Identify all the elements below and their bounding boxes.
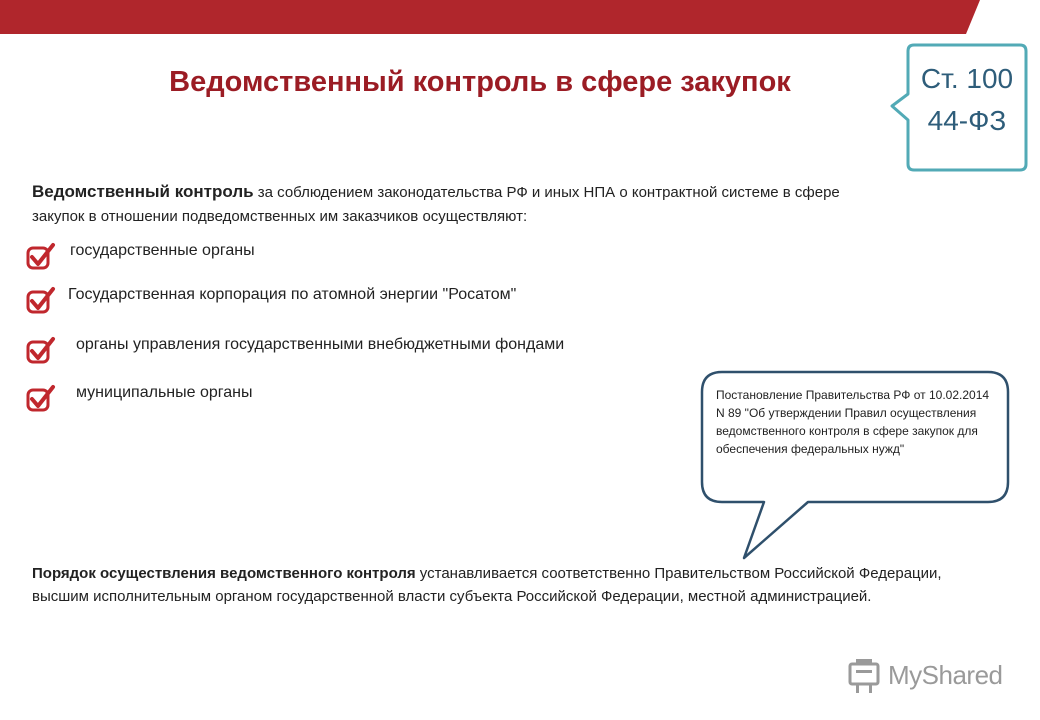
list-item-label: органы управления государственными внебюджетными фондами <box>76 336 565 353</box>
article-callout <box>906 58 1028 142</box>
procedure-rest: устанавливается соответственно Правительством Российской Федерации, высшим исполнительным органом государственной власти субъекта Российской Федерации, местной администрацией. <box>32 565 942 605</box>
checkbox-checked-icon <box>26 384 56 412</box>
top-banner <box>0 0 1040 34</box>
intro-paragraph <box>32 180 852 229</box>
regulation-note: Постановление Правительства РФ от 10.02.2014 N 89 "Об утверждении Правил осуществления ведомственного контроля в сфере закупок для обеспечения федеральных нужд" <box>716 388 990 456</box>
checkbox-checked-icon <box>26 336 56 364</box>
article-number: Ст. 100 <box>920 63 1014 94</box>
list-item-label: Государственная корпорация по атомной энергии "Росатом" <box>68 286 517 303</box>
watermark-text: MyShared <box>888 660 1003 690</box>
intro-rest: за соблюдением законодательства РФ и иных НПА о контрактной системе в сфере закупок в отношении подведомственных им заказчиков осуществляют: <box>32 184 840 225</box>
list-item <box>26 240 726 270</box>
procedure-paragraph <box>32 562 962 608</box>
procedure-lead: Порядок осуществления ведомственного контроля <box>32 565 416 582</box>
law-number: 44-ФЗ <box>927 105 1007 136</box>
slide-title: Ведомственный контроль в сфере закупок <box>169 66 791 98</box>
list-item <box>26 334 726 364</box>
checkbox-checked-icon <box>26 286 56 314</box>
list-item <box>26 382 726 412</box>
list-item <box>26 284 726 314</box>
checkbox-checked-icon <box>26 242 56 270</box>
list-item-label: муниципальные органы <box>76 384 253 401</box>
list-item-label: государственные органы <box>70 242 255 259</box>
intro-lead: Ведомственный контроль <box>32 182 254 201</box>
